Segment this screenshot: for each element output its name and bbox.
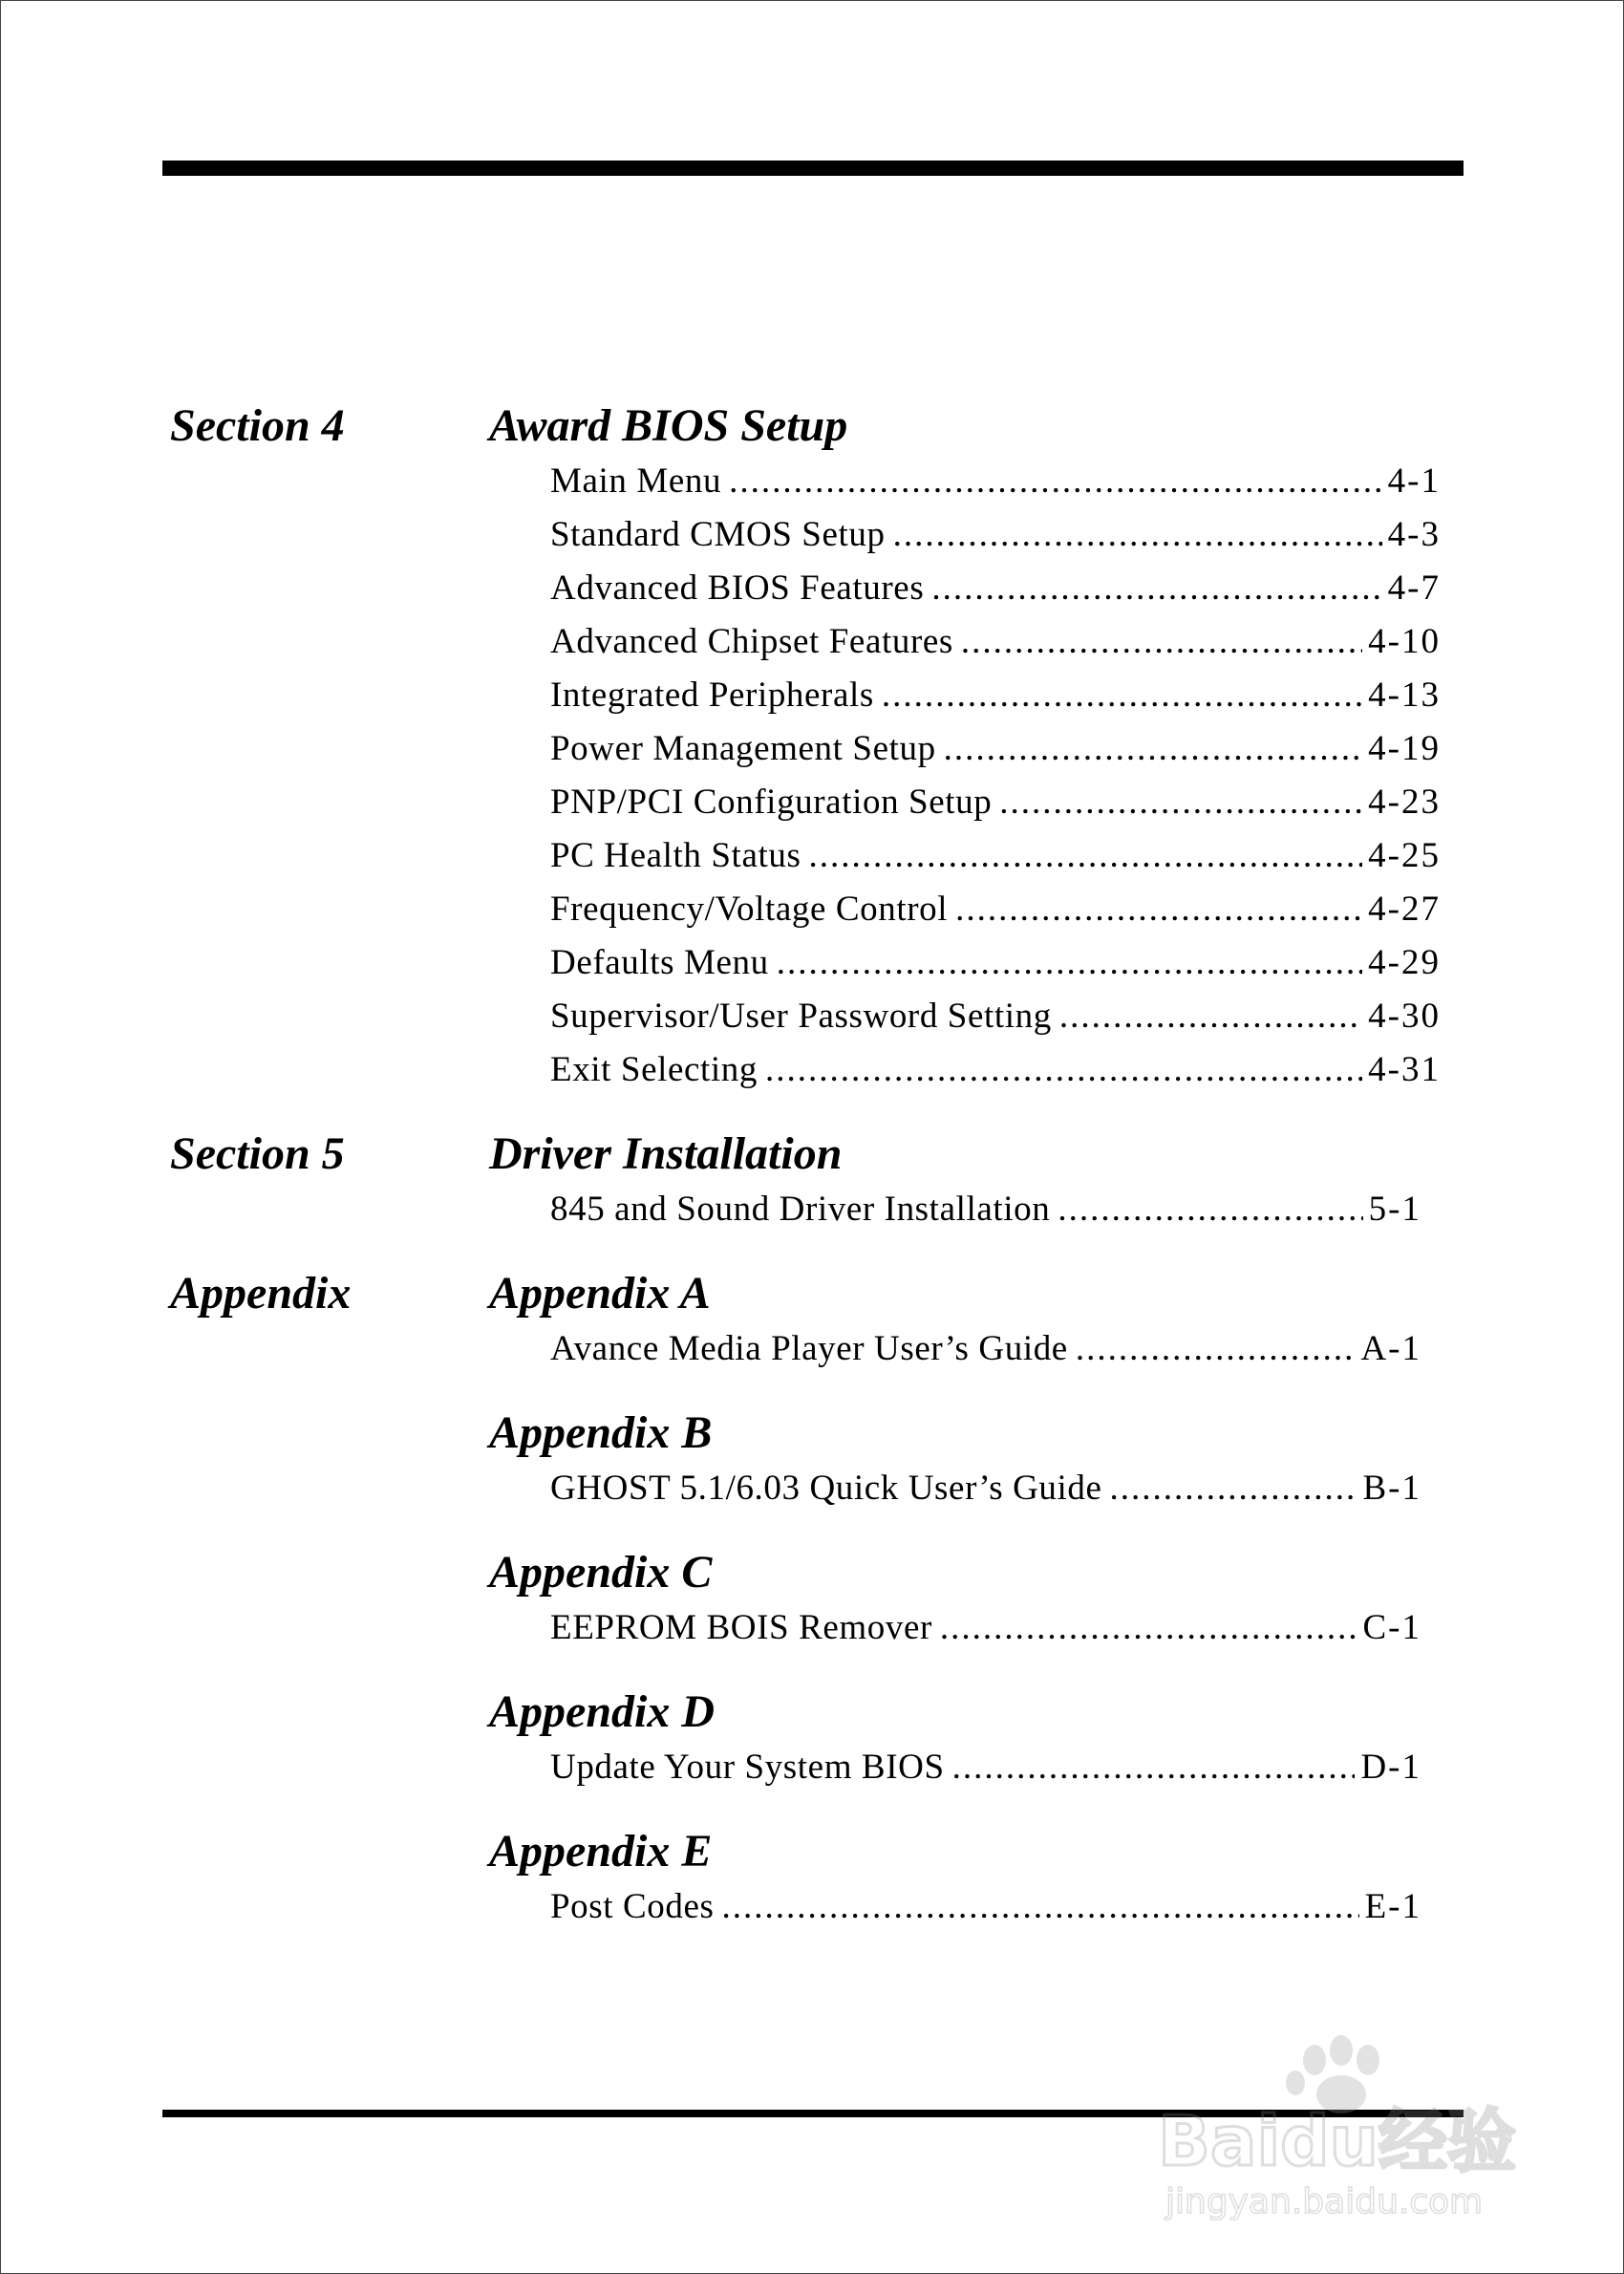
toc-entry-label: Exit Selecting xyxy=(550,1050,758,1089)
dot-leader xyxy=(940,1601,1357,1655)
toc-entry-label: 845 and Sound Driver Installation xyxy=(550,1190,1051,1229)
dot-leader xyxy=(1076,1322,1356,1376)
toc-entry-list xyxy=(550,1322,1421,1376)
toc-entry[interactable] xyxy=(550,1741,1421,1794)
dot-leader xyxy=(893,508,1382,562)
toc-entry-list xyxy=(550,1880,1421,1934)
toc-entry-page: E-1 xyxy=(1364,1887,1421,1926)
toc-entry[interactable] xyxy=(550,990,1441,1043)
section-title: Appendix A xyxy=(489,1268,711,1319)
toc-entry-label: Integrated Peripherals xyxy=(550,676,874,715)
section-label: Section 5 xyxy=(170,1128,345,1179)
toc-entry-page: 4-10 xyxy=(1368,622,1441,661)
section-title: Appendix E xyxy=(489,1826,713,1877)
toc-entry-label: EEPROM BOIS Remover xyxy=(550,1608,932,1647)
toc-entry-page: 4-7 xyxy=(1387,568,1441,608)
dot-leader xyxy=(808,829,1362,883)
dot-leader xyxy=(952,1741,1356,1794)
toc-entry-list xyxy=(550,1601,1421,1655)
toc-entry-label: PC Health Status xyxy=(550,836,801,875)
dot-leader xyxy=(777,936,1362,990)
toc-entry-page: 4-27 xyxy=(1368,890,1441,929)
top-rule xyxy=(162,161,1464,176)
dot-leader xyxy=(882,669,1362,722)
toc-entry-page: 4-23 xyxy=(1368,783,1441,822)
toc-entry[interactable] xyxy=(550,455,1441,508)
toc-entry[interactable] xyxy=(550,1322,1421,1376)
toc-entry[interactable] xyxy=(550,936,1441,990)
toc-entry-label: Supervisor/User Password Setting xyxy=(550,997,1052,1036)
toc-entry[interactable] xyxy=(550,1880,1421,1934)
toc-entry-list xyxy=(550,1183,1421,1236)
section-title: Appendix D xyxy=(489,1686,716,1737)
dot-leader xyxy=(1058,1183,1362,1236)
toc-entry-page: B-1 xyxy=(1362,1469,1421,1508)
toc-entry-label: Avance Media Player User’s Guide xyxy=(550,1329,1068,1368)
toc-entry-list xyxy=(550,1741,1421,1794)
section-title: Driver Installation xyxy=(489,1128,843,1179)
toc-entry-label: PNP/PCI Configuration Setup xyxy=(550,783,993,822)
section-label: Section 4 xyxy=(170,400,345,451)
toc-entry[interactable] xyxy=(550,722,1441,776)
dot-leader xyxy=(765,1043,1362,1097)
toc-entry[interactable] xyxy=(550,1183,1421,1236)
toc-entry-page: 4-31 xyxy=(1368,1050,1441,1089)
toc-entry-label: Defaults Menu xyxy=(550,943,769,982)
toc-entry[interactable] xyxy=(550,776,1441,829)
toc-entry-list xyxy=(550,455,1441,1097)
toc-entry-page: 4-19 xyxy=(1368,729,1441,768)
dot-leader xyxy=(1110,1462,1357,1515)
toc-entry[interactable] xyxy=(550,508,1441,562)
toc-entry[interactable] xyxy=(550,1043,1441,1097)
toc-entry-label: Main Menu xyxy=(550,461,722,501)
toc-entry-page: A-1 xyxy=(1360,1329,1421,1368)
baidu-watermark xyxy=(1154,2033,1528,2220)
toc-entry[interactable] xyxy=(550,1601,1421,1655)
dot-leader xyxy=(722,1880,1359,1934)
toc-entry-page: 4-13 xyxy=(1368,676,1441,715)
toc-entry-label: Advanced Chipset Features xyxy=(550,622,953,661)
section-title: Appendix C xyxy=(489,1547,713,1598)
dot-leader xyxy=(931,562,1381,615)
section-title: Award BIOS Setup xyxy=(489,400,848,451)
toc-entry-label: Update Your System BIOS xyxy=(550,1748,945,1787)
toc-entry-label: GHOST 5.1/6.03 Quick User’s Guide xyxy=(550,1469,1102,1508)
toc-entry-page: C-1 xyxy=(1362,1608,1421,1647)
watermark-brand: Baidu经验 xyxy=(1158,2101,1516,2181)
toc-entry[interactable] xyxy=(550,1462,1421,1515)
toc-entry-page: 4-30 xyxy=(1368,997,1441,1036)
toc-entry-page: D-1 xyxy=(1360,1748,1421,1787)
section-title: Appendix B xyxy=(489,1407,713,1458)
toc-entry-page: 5-1 xyxy=(1368,1190,1421,1229)
toc-entry-page: 4-29 xyxy=(1368,943,1441,982)
dot-leader xyxy=(1059,990,1362,1043)
dot-leader xyxy=(955,883,1362,936)
toc-entry[interactable] xyxy=(550,883,1441,936)
toc-entry-label: Power Management Setup xyxy=(550,729,936,768)
dot-leader xyxy=(729,455,1382,508)
toc-entry[interactable] xyxy=(550,615,1441,669)
dot-leader xyxy=(999,776,1362,829)
toc-entry-list xyxy=(550,1462,1421,1515)
toc-entry-label: Post Codes xyxy=(550,1887,715,1926)
toc-entry[interactable] xyxy=(550,829,1441,883)
toc-entry[interactable] xyxy=(550,669,1441,722)
toc-entry-label: Standard CMOS Setup xyxy=(550,515,886,554)
toc-entry-label: Frequency/Voltage Control xyxy=(550,890,949,929)
toc-entry-label: Advanced BIOS Features xyxy=(550,568,925,608)
section-label: Appendix xyxy=(170,1268,352,1319)
toc-entry-page: 4-25 xyxy=(1368,836,1441,875)
toc-entry[interactable] xyxy=(550,562,1441,615)
dot-leader xyxy=(944,722,1363,776)
toc-entry-page: 4-1 xyxy=(1387,461,1441,501)
watermark-url: jingyan.baidu.com xyxy=(1165,2182,1484,2220)
toc-entry-page: 4-3 xyxy=(1387,515,1441,554)
dot-leader xyxy=(961,615,1362,669)
